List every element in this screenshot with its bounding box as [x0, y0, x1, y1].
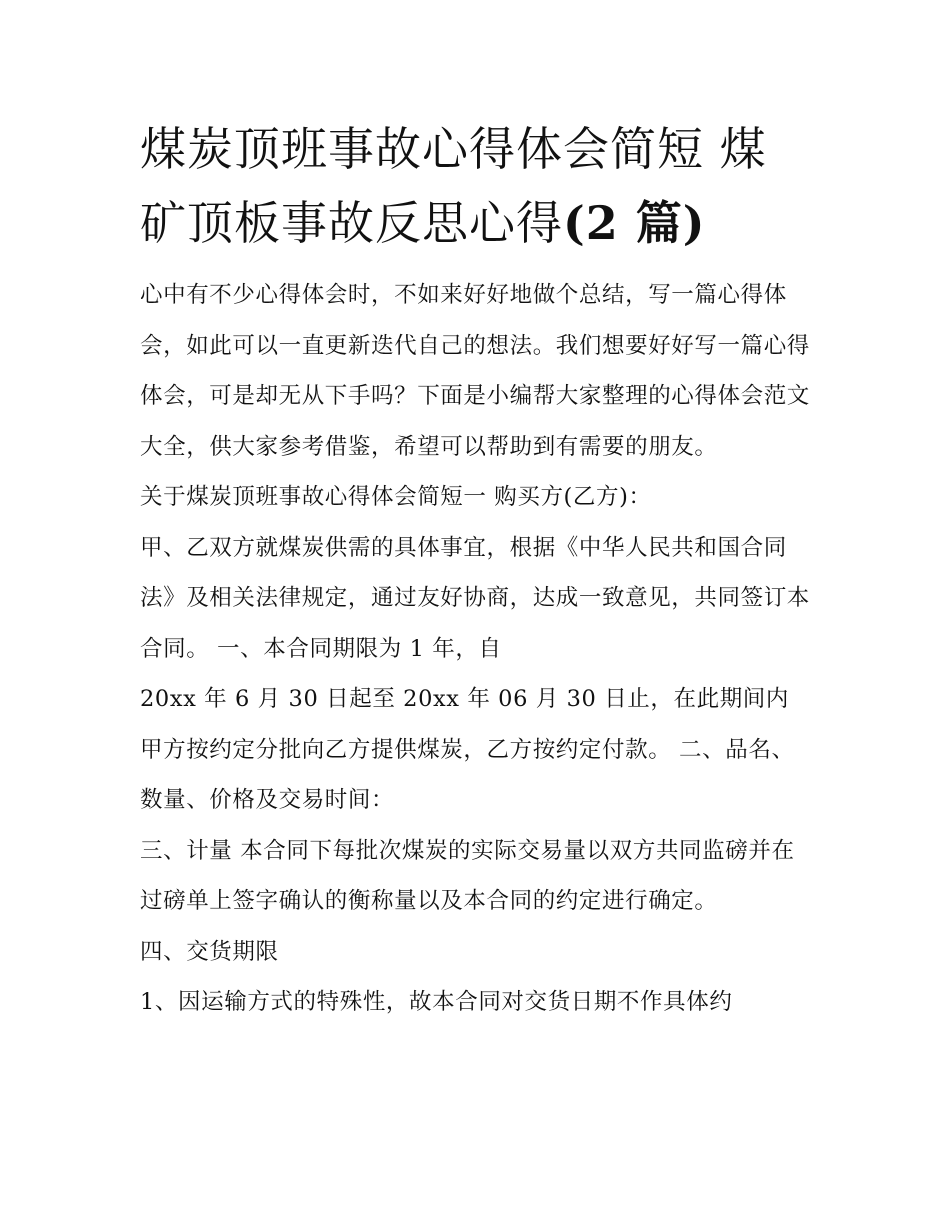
intro-paragraph: 心中有不少心得体会时，不如来好好地做个总结，写一篇心得体会，如此可以一直更新迭代自己的想法。我们想要好好写一篇心得体会，可是却无从下手吗？下面是小编帮大家整理的心得体会范文大全，供大家参考借鉴，希望可以帮助到有需要的朋友。 — [140, 282, 810, 460]
metering-paragraph: 三、计量 本合同下每批次煤炭的实际交易量以双方共同监磅并在过磅单上签字确认的衡称量以及本合同的约定进行确定。 — [140, 837, 795, 914]
delivery-paragraph: 1、因运输方式的特殊性，故本合同对交货日期不作具体约 — [140, 989, 733, 1015]
section-heading: 关于煤炭顶班事故心得体会简短一 购买方(乙方)： — [140, 484, 652, 510]
document-page — [140, 112, 812, 1028]
document-title — [140, 112, 812, 260]
contract-period-paragraph: 20xx 年 6 月 30 日起至 20xx 年 06 月 30 日止，在此期间内甲方按约定分批向乙方提供煤炭，乙方按约定付款。 二、品名、数量、价格及交易时间： — [140, 686, 795, 813]
contract-paragraph: 甲、乙双方就煤炭供需的具体事宜，根据《中华人民共和国合同法》及相关法律规定，通过友好协商，达成一致意见，共同签订本合同。 一、本合同期限为 1 年，自 — [140, 534, 810, 662]
title-text: 煤炭顶班事故心得体会简短 煤矿顶板事故反思心得 — [140, 122, 767, 250]
delivery-heading: 四、交货期限 — [140, 938, 279, 965]
title-count: (2 篇) — [563, 196, 706, 250]
